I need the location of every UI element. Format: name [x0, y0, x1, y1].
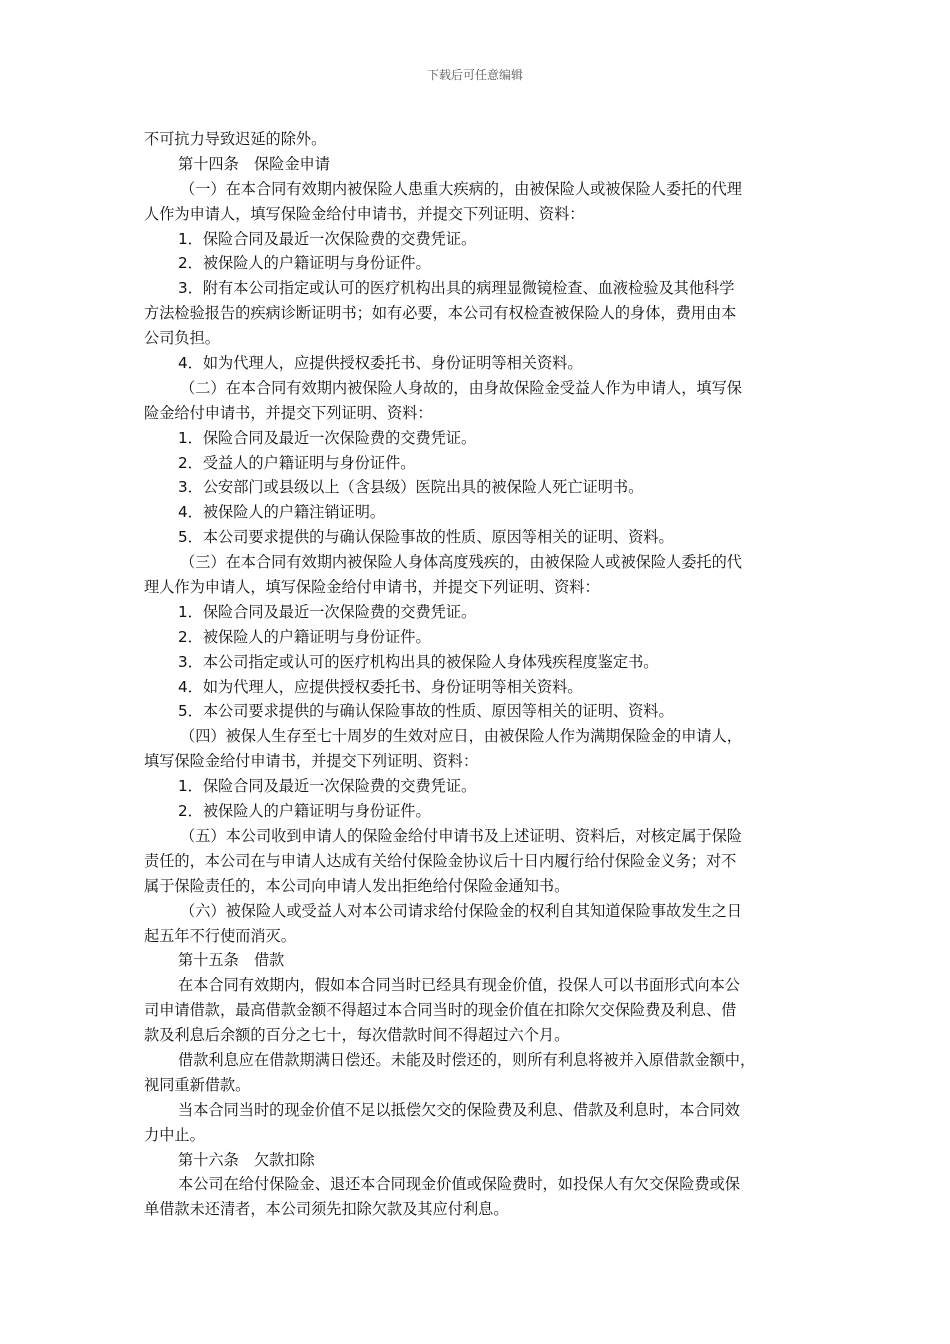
text-line: 理人作为申请人，填写保险金给付申请书，并提交下列证明、资料：	[144, 578, 600, 597]
text-line: 4．被保险人的户籍注销证明。	[178, 503, 386, 522]
text-line: 视同重新借款。	[144, 1075, 251, 1094]
text-line: 4．如为代理人，应提供授权委托书、身份证明等相关资料。	[178, 677, 583, 696]
text-line: 属于保险责任的，本公司向申请人发出拒绝给付保险金通知书。	[144, 876, 570, 895]
text-line: 不可抗力导致迟延的除外。	[144, 130, 327, 148]
text-line: 1．保险合同及最近一次保险费的交费凭证。	[178, 229, 477, 248]
text-line: 填写保险金给付申请书，并提交下列证明、资料：	[144, 752, 479, 771]
text-line: 第十五条 借款	[178, 951, 285, 970]
text-line: 险金给付申请书，并提交下列证明、资料：	[144, 403, 433, 422]
text-line: 第十六条 欠款扣除	[178, 1150, 315, 1169]
text-line: 在本合同有效期内，假如本合同当时已经具有现金价值，投保人可以书面形式向本公	[178, 976, 740, 995]
text-line: （一）在本合同有效期内被保险人患重大疾病的，由被保险人或被保险人委托的代理	[180, 179, 742, 198]
text-line: 借款利息应在借款期满日偿还。未能及时偿还的，则所有利息将被并入原借款金额中，	[178, 1050, 756, 1069]
text-line: 单借款未还清者，本公司须先扣除欠款及其应付利息。	[144, 1200, 509, 1219]
text-line: 1．保险合同及最近一次保险费的交费凭证。	[178, 602, 477, 621]
page-header: 下载后可任意编辑	[426, 68, 523, 82]
text-line: 1．保险合同及最近一次保险费的交费凭证。	[178, 428, 477, 447]
text-line: 2．被保险人的户籍证明与身份证件。	[178, 627, 431, 646]
text-line: 3．公安部门或县级以上（含县级）医院出具的被保险人死亡证明书。	[178, 478, 644, 497]
text-line: 人作为申请人，填写保险金给付申请书，并提交下列证明、资料：	[144, 204, 585, 223]
text-line: 5．本公司要求提供的与确认保险事故的性质、原因等相关的证明、资料。	[178, 528, 674, 547]
text-line: （六）被保险人或受益人对本公司请求给付保险金的权利自其知道保险事故发生之日	[180, 901, 742, 920]
text-line: （五）本公司收到申请人的保险金给付申请书及上述证明、资料后，对核定属于保险	[180, 826, 742, 845]
text-line: 公司负担。	[144, 329, 220, 348]
text-line: 力中止。	[144, 1125, 205, 1144]
text-line: （四）被保人生存至七十周岁的生效对应日，由被保险人作为满期保险金的申请人，	[180, 727, 742, 746]
text-line: （二）在本合同有效期内被保险人身故的，由身故保险金受益人作为申请人，填写保	[180, 378, 742, 397]
text-line: 款及利息后余额的百分之七十，每次借款时间不得超过六个月。	[144, 1026, 570, 1045]
text-line: 2．受益人的户籍证明与身份证件。	[178, 453, 416, 472]
text-line: 本公司在给付保险金、退还本合同现金价值或保险费时，如投保人有欠交保险费或保	[178, 1175, 740, 1194]
text-line: 第十四条 保险金申请	[178, 154, 330, 173]
text-line: （三）在本合同有效期内被保险人身体高度残疾的，由被保险人或被保险人委托的代	[180, 553, 742, 572]
text-line: 2．被保险人的户籍证明与身份证件。	[178, 802, 431, 821]
text-line: 3．附有本公司指定或认可的医疗机构出具的病理显微镜检查、血液检验及其他科学	[178, 279, 735, 298]
document-body	[144, 127, 819, 1222]
text-line: 当本合同当时的现金价值不足以抵偿欠交的保险费及利息、借款及利息时，本合同效	[178, 1100, 740, 1119]
text-line: 3．本公司指定或认可的医疗机构出具的被保险人身体残疾程度鉴定书。	[178, 652, 659, 671]
text-line: 2．被保险人的户籍证明与身份证件。	[178, 254, 431, 273]
text-line: 4．如为代理人，应提供授权委托书、身份证明等相关资料。	[178, 354, 583, 373]
text-line: 5．本公司要求提供的与确认保险事故的性质、原因等相关的证明、资料。	[178, 702, 674, 721]
text-line: 起五年不行使而消灭。	[144, 926, 296, 945]
text-line: 1．保险合同及最近一次保险费的交费凭证。	[178, 777, 477, 796]
text-line: 方法检验报告的疾病诊断证明书；如有必要，本公司有权检查被保险人的身体，费用由本	[144, 304, 737, 323]
text-line: 责任的，本公司在与申请人达成有关给付保险金协议后十日内履行给付保险金义务；对不	[144, 851, 737, 870]
text-line: 司申请借款，最高借款金额不得超过本合同当时的现金价值在扣除欠交保险费及利息、借	[144, 1001, 737, 1020]
